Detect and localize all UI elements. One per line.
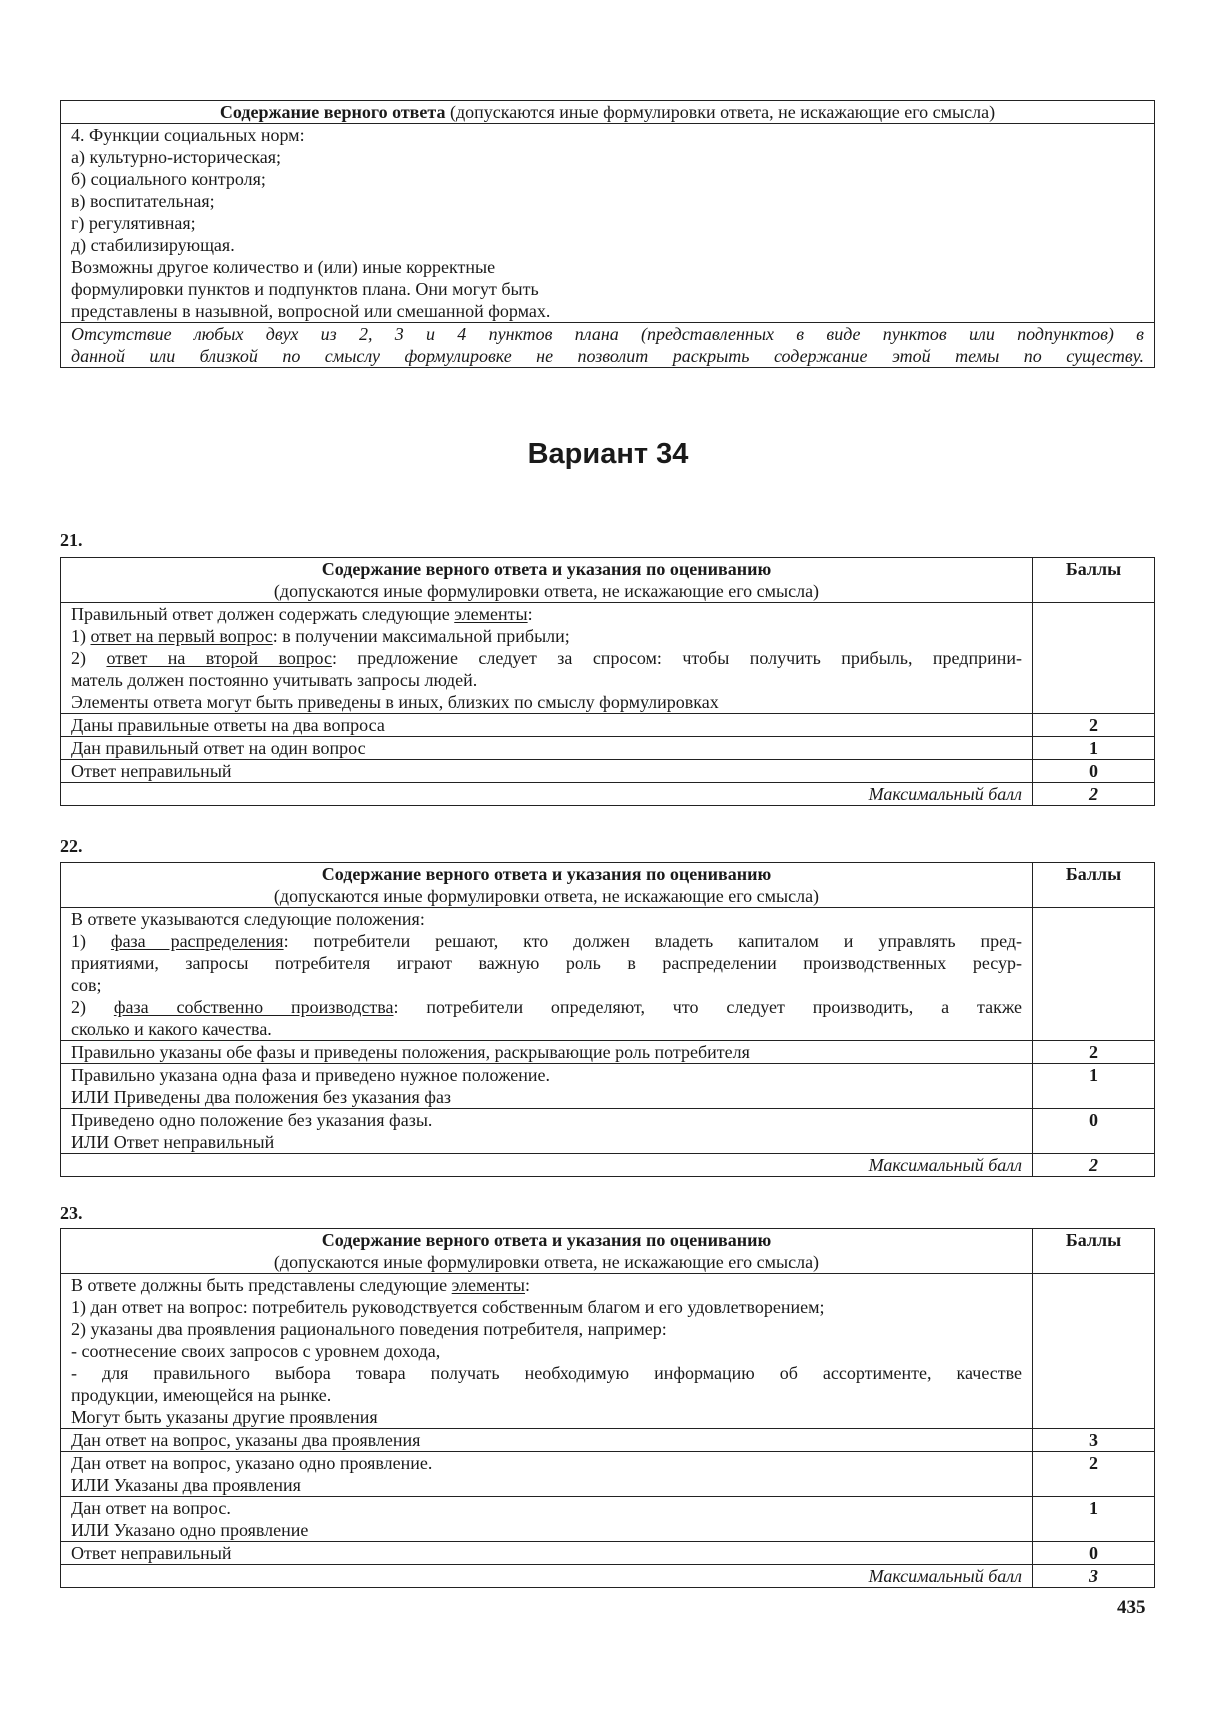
max-score-row	[61, 1564, 1154, 1587]
content-row	[61, 907, 1154, 1040]
text-segment: 2)	[71, 997, 114, 1017]
criterion-cell	[61, 1064, 1032, 1108]
criterion-cell	[61, 1497, 1032, 1541]
content-line: представлены в назывной, вопросной или смешанной формах.	[71, 301, 551, 321]
score-row	[61, 1040, 1154, 1063]
top-answer-table	[60, 100, 1155, 368]
table-content-row	[61, 123, 1154, 322]
underlined-term: элементы	[451, 1275, 526, 1295]
text-segment: 2) указаны два проявления рационального поведения потребителя, например:	[71, 1319, 667, 1339]
text-segment: :	[525, 1275, 531, 1295]
text-segment: Правильный ответ должен содержать следующие	[71, 604, 455, 624]
content-line	[71, 1274, 1022, 1296]
content-line: в) воспитательная;	[71, 191, 215, 211]
score-value: 0	[1032, 1109, 1154, 1153]
score-row	[61, 736, 1154, 759]
answer-content	[61, 908, 1032, 1040]
criterion-line: Правильно указана одна фаза и приведено нужное положение.	[71, 1065, 551, 1085]
score-value: 0	[1032, 1542, 1154, 1564]
criterion-line: Дан ответ на вопрос, указаны два проявления	[71, 1430, 421, 1450]
task-number: 22.	[60, 836, 83, 856]
criterion-cell	[61, 1452, 1032, 1496]
content-line	[71, 603, 1022, 625]
content-line	[71, 930, 1022, 952]
scoring-table	[60, 1228, 1155, 1588]
points-cell	[1032, 1274, 1154, 1428]
answer-content	[61, 1274, 1032, 1428]
max-score-label: Максимальный балл	[868, 1155, 1022, 1175]
answer-content	[61, 603, 1032, 713]
text-segment: : потребители определяют, что следует производить, а также	[393, 997, 1023, 1017]
note-line: Отсутствие любых двух из 2, 3 и 4 пунктов плана (представленных в виде пунктов или подпунктов) в	[71, 324, 1144, 344]
content-line	[71, 669, 1022, 691]
text-segment: сколько и какого качества.	[71, 1019, 272, 1039]
criterion-line: ИЛИ Указаны два проявления	[71, 1475, 301, 1495]
text-segment: - для правильного выбора товара получать необходимую информацию об ассортименте, качестве	[71, 1363, 1022, 1383]
content-line	[71, 1018, 1022, 1040]
content-line	[71, 1318, 1022, 1340]
content-line	[71, 952, 1022, 974]
header-note: (допускаются иные формулировки ответа, не искажающие его смысла)	[445, 102, 996, 122]
task-number: 21.	[60, 530, 83, 550]
content-line	[71, 1384, 1022, 1406]
criterion-line: Приведено одно положение без указания фазы.	[71, 1110, 433, 1130]
criterion-cell	[61, 760, 1032, 782]
header-bold: Содержание верного ответа	[219, 102, 446, 122]
content-line: а) культурно-историческая;	[71, 147, 282, 167]
scoring-table	[60, 862, 1155, 1177]
criterion-cell	[61, 1429, 1032, 1451]
underlined-term: ответ на второй вопрос	[106, 648, 332, 668]
content-line	[71, 974, 1022, 996]
underlined-term: ответ на первый вопрос	[90, 626, 273, 646]
text-segment: В ответе указываются следующие положения:	[71, 909, 425, 929]
table-header-row	[61, 863, 1154, 907]
text-segment: продукции, имеющейся на рынке.	[71, 1385, 332, 1405]
header-note: (допускаются иные формулировки ответа, не искажающие его смысла)	[273, 1252, 820, 1272]
text-segment: Элементы ответа могут быть приведены в иных, близких по смыслу формулировках	[71, 692, 719, 712]
grading-note	[61, 323, 1154, 367]
content-line	[71, 908, 1022, 930]
content-line	[71, 996, 1022, 1018]
max-score-value: 3	[1032, 1565, 1154, 1587]
criterion-line: Ответ неправильный	[71, 1543, 232, 1563]
header-title: Содержание верного ответа и указания по оцениванию	[321, 1230, 772, 1250]
criterion-cell	[61, 714, 1032, 736]
table-header-row	[61, 101, 1154, 123]
underlined-term: элементы	[454, 604, 528, 624]
criterion-line: Даны правильные ответы на два вопроса	[71, 715, 385, 735]
underlined-term: фаза распределения	[110, 931, 284, 951]
points-cell	[1032, 603, 1154, 713]
answer-content	[61, 124, 1154, 322]
criterion-line: ИЛИ Указано одно проявление	[71, 1520, 309, 1540]
content-line: формулировки пунктов и подпунктов плана. Они могут быть	[71, 279, 539, 299]
content-line	[71, 1406, 1022, 1428]
points-header: Баллы	[1032, 1229, 1154, 1273]
underlined-term: фаза собственно производства	[113, 997, 394, 1017]
criterion-line: Правильно указаны обе фазы и приведены положения, раскрывающие роль потребителя	[71, 1042, 750, 1062]
points-header: Баллы	[1032, 558, 1154, 602]
score-row	[61, 713, 1154, 736]
content-line	[71, 1296, 1022, 1318]
note-line: данной или близкой по смыслу формулировке не позволит раскрыть содержание этой темы по существу.	[71, 346, 1144, 366]
text-segment: матель должен постоянно учитывать запросы людей.	[71, 670, 478, 690]
table-header-row	[61, 558, 1154, 602]
max-score-label: Максимальный балл	[868, 784, 1022, 804]
text-segment: 1)	[71, 626, 91, 646]
table-note-row	[61, 322, 1154, 367]
content-line	[71, 647, 1022, 669]
score-row	[61, 1108, 1154, 1153]
criterion-line: Дан ответ на вопрос, указано одно проявление.	[71, 1453, 433, 1473]
score-row	[61, 1428, 1154, 1451]
max-score-value: 2	[1032, 1154, 1154, 1176]
criterion-cell	[61, 737, 1032, 759]
header-title: Содержание верного ответа и указания по оцениванию	[321, 559, 772, 579]
criterion-line: ИЛИ Ответ неправильный	[71, 1132, 275, 1152]
score-value: 3	[1032, 1429, 1154, 1451]
score-value: 1	[1032, 1497, 1154, 1541]
score-value: 1	[1032, 737, 1154, 759]
text-segment: 2)	[71, 648, 107, 668]
score-row	[61, 1451, 1154, 1496]
score-value: 2	[1032, 1452, 1154, 1496]
score-value: 2	[1032, 1041, 1154, 1063]
content-line: Возможны другое количество и (или) иные корректные	[71, 257, 496, 277]
text-segment: В ответе должны быть представлены следующие	[71, 1275, 452, 1295]
header-cell	[61, 863, 1032, 907]
content-line: 4. Функции социальных норм:	[71, 125, 305, 145]
content-line	[71, 1340, 1022, 1362]
criterion-line: Ответ неправильный	[71, 761, 232, 781]
score-value: 1	[1032, 1064, 1154, 1108]
content-row	[61, 602, 1154, 713]
criterion-line: Дан правильный ответ на один вопрос	[71, 738, 366, 758]
criterion-line: ИЛИ Приведены два положения без указания фаз	[71, 1087, 452, 1107]
text-segment: 1) дан ответ на вопрос: потребитель руководствуется собственным благом и его удовлетворением;	[71, 1297, 825, 1317]
max-score-row	[61, 1153, 1154, 1176]
points-cell	[1032, 908, 1154, 1040]
score-row	[61, 1496, 1154, 1541]
content-line	[71, 625, 1022, 647]
text-segment: :	[527, 604, 533, 624]
criterion-cell	[61, 1542, 1032, 1564]
score-value: 0	[1032, 760, 1154, 782]
text-segment: : предложение следует за спросом: чтобы получить прибыль, предприни-	[331, 648, 1022, 668]
points-header: Баллы	[1032, 863, 1154, 907]
content-line	[71, 1362, 1022, 1384]
content-line	[71, 691, 1022, 713]
page-number: 435	[1117, 1597, 1146, 1618]
max-score-row	[61, 782, 1154, 805]
content-line: г) регулятивная;	[71, 213, 196, 233]
text-segment: 1)	[71, 931, 111, 951]
content-line: б) социального контроля;	[71, 169, 266, 189]
score-row	[61, 1541, 1154, 1564]
variant-title: Вариант 34	[527, 438, 689, 470]
max-score-label: Максимальный балл	[868, 1566, 1022, 1586]
header-note: (допускаются иные формулировки ответа, не искажающие его смысла)	[273, 886, 820, 906]
scoring-table	[60, 557, 1155, 806]
text-segment: сов;	[71, 975, 102, 995]
table-header-row	[61, 1229, 1154, 1273]
criterion-cell	[61, 1041, 1032, 1063]
criterion-line: Дан ответ на вопрос.	[71, 1498, 231, 1518]
max-score-value: 2	[1032, 783, 1154, 805]
task-number: 23.	[60, 1203, 83, 1223]
score-row	[61, 1063, 1154, 1108]
criterion-cell	[61, 1109, 1032, 1153]
text-segment: : в получении максимальной прибыли;	[272, 626, 570, 646]
score-row	[61, 759, 1154, 782]
content-line: д) стабилизирующая.	[71, 235, 235, 255]
score-value: 2	[1032, 714, 1154, 736]
text-segment: - соотнесение своих запросов с уровнем дохода,	[71, 1341, 441, 1361]
content-row	[61, 1273, 1154, 1428]
header-note: (допускаются иные формулировки ответа, не искажающие его смысла)	[273, 581, 820, 601]
header-title: Содержание верного ответа и указания по оцениванию	[321, 864, 772, 884]
text-segment: Могут быть указаны другие проявления	[71, 1407, 378, 1427]
header-cell	[61, 1229, 1032, 1273]
header-cell	[61, 558, 1032, 602]
text-segment: : потребители решают, кто должен владеть капиталом и управлять пред-	[283, 931, 1022, 951]
text-segment: приятиями, запросы потребителя играют важную роль в распределении производственных ресур-	[71, 953, 1022, 973]
